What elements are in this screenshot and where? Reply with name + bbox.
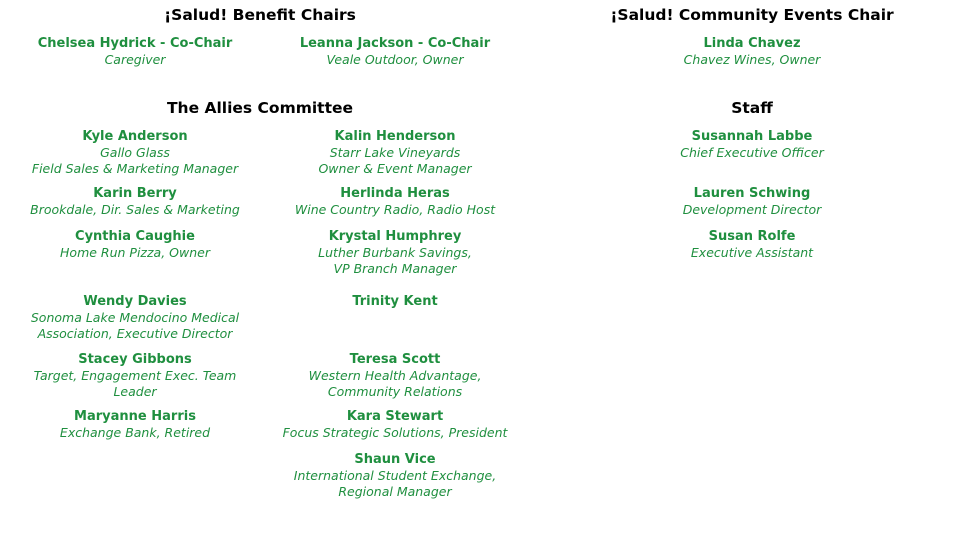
person-role: Focus Strategic Solutions, President: [282, 425, 508, 440]
person-card: [691, 229, 813, 261]
person-card: [318, 229, 472, 277]
person-role: VP Branch Manager: [333, 261, 457, 276]
person-card: [295, 186, 495, 218]
person-name: Cynthia Caughie: [75, 229, 195, 244]
person-card: [318, 129, 471, 177]
person-name: Stacey Gibbons: [78, 352, 192, 367]
person-name: Herlinda Heras: [340, 186, 450, 201]
person-role: Gallo Glass: [100, 145, 170, 160]
benefit-chairs-heading: ¡Salud! Benefit Chairs: [164, 6, 356, 24]
person-role: Brookdale, Dir. Sales & Marketing: [30, 202, 240, 217]
person-role: Community Relations: [327, 384, 463, 399]
person-card: [683, 186, 822, 218]
person-role: International Student Exchange,: [293, 468, 497, 483]
person-role: Caregiver: [104, 52, 166, 67]
person-card: [680, 129, 823, 161]
person-card: [352, 294, 437, 310]
person-card: [60, 409, 210, 441]
person-name: Wendy Davies: [83, 294, 187, 309]
person-name: Linda Chavez: [703, 36, 801, 51]
person-card: [309, 352, 482, 400]
person-role: Exchange Bank, Retired: [59, 425, 211, 440]
person-name: Karin Berry: [93, 186, 177, 201]
person-name: Krystal Humphrey: [328, 229, 462, 244]
person-name: Maryanne Harris: [74, 409, 196, 424]
person-role: Executive Assistant: [690, 245, 814, 260]
person-name: Susan Rolfe: [708, 229, 796, 244]
person-card: [294, 452, 496, 500]
person-card: [283, 409, 508, 441]
person-role: Luther Burbank Savings,: [318, 245, 472, 260]
person-name: Trinity Kent: [352, 294, 438, 309]
person-name: Kalin Henderson: [334, 129, 456, 144]
person-name: Susannah Labbe: [691, 129, 813, 144]
person-role: Owner & Event Manager: [318, 161, 472, 176]
person-name: Lauren Schwing: [693, 186, 811, 201]
person-role: Leader: [113, 384, 157, 399]
person-role: Starr Lake Vineyards: [329, 145, 461, 160]
person-card: [300, 36, 490, 68]
person-role: Target, Engagement Exec. Team: [33, 368, 237, 383]
person-role: Regional Manager: [338, 484, 452, 499]
person-role: Chief Executive Officer: [680, 145, 824, 160]
person-name: Shaun Vice: [354, 452, 436, 467]
person-role: Association, Executive Director: [37, 326, 233, 341]
person-card: [38, 36, 233, 68]
person-name: Kara Stewart: [346, 409, 444, 424]
person-name: Kyle Anderson: [82, 129, 188, 144]
person-card: [684, 36, 821, 68]
person-card: [60, 229, 210, 261]
staff-heading: Staff: [731, 99, 773, 117]
person-name: Leanna Jackson - Co-Chair: [299, 36, 491, 51]
person-name: Teresa Scott: [349, 352, 441, 367]
person-name: Chelsea Hydrick - Co-Chair: [37, 36, 233, 51]
person-role: Sonoma Lake Mendocino Medical: [30, 310, 240, 325]
person-card: [31, 294, 239, 342]
allies-committee-heading: The Allies Committee: [166, 99, 354, 117]
person-role: Home Run Pizza, Owner: [60, 245, 210, 260]
person-card: [32, 129, 238, 177]
person-role: Chavez Wines, Owner: [683, 52, 821, 67]
person-card: [34, 352, 237, 400]
person-role: Western Health Advantage,: [308, 368, 482, 383]
person-card: [30, 186, 240, 218]
community-events-chair-heading: ¡Salud! Community Events Chair: [610, 6, 894, 24]
person-role: Field Sales & Marketing Manager: [31, 161, 239, 176]
person-role: Veale Outdoor, Owner: [326, 52, 464, 67]
person-role: Wine Country Radio, Radio Host: [294, 202, 496, 217]
person-role: Development Director: [682, 202, 822, 217]
